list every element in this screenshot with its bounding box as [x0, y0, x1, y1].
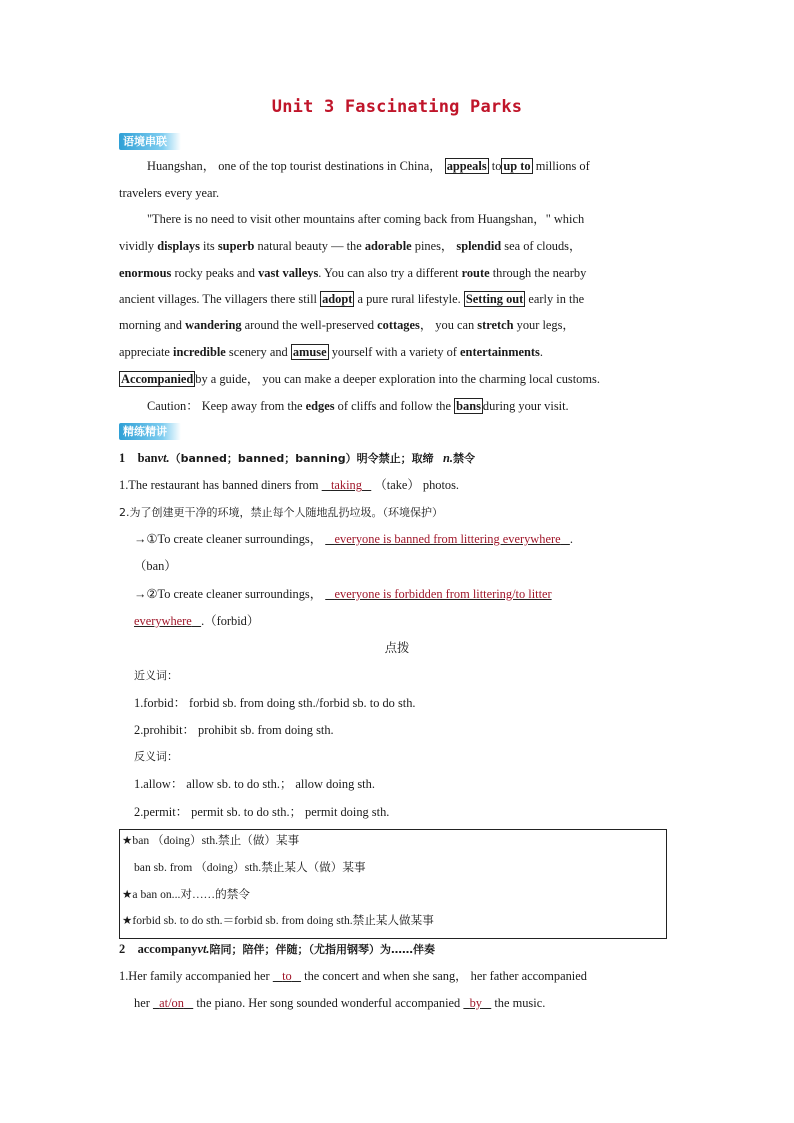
keyword: incredible	[173, 345, 226, 359]
answer: everywhere	[134, 614, 192, 628]
text: through the nearby	[492, 266, 587, 280]
text: during your visit.	[482, 399, 569, 413]
text: vividly	[119, 239, 155, 253]
text: of cliffs and follow the	[337, 399, 451, 413]
section-tag-context: 语境串联	[119, 133, 181, 150]
keyword-box: Setting out	[465, 292, 524, 306]
text: "There is no need to visit other mountains after coming back from Huangshan，" which	[147, 212, 585, 226]
item1-answer-2-cont	[134, 612, 259, 630]
text: ancient villages. The villagers there still	[119, 292, 317, 306]
antonym-1: 1.allow： allow sb. to do sth.； allow doing sth.	[134, 777, 375, 791]
part-of-speech: vt.	[157, 451, 170, 465]
meaning: 陪同；陪伴；伴随；（尤指用钢琴）为……伴奏	[209, 943, 436, 956]
item-number: 2	[119, 942, 126, 956]
keyword: vast valleys	[258, 266, 319, 280]
item1-answer-1	[134, 530, 573, 548]
keyword: displays	[157, 239, 200, 253]
text: 1.Her family accompanied her	[119, 969, 270, 983]
headword: accompany	[137, 942, 198, 956]
text: pines，	[414, 239, 454, 253]
headword: ban	[137, 451, 158, 465]
answer: at/on	[159, 996, 184, 1010]
keyword-box: bans	[456, 399, 481, 413]
item1-answer-1-hint	[134, 557, 177, 575]
synonym-title: 近义词：	[134, 669, 178, 682]
text: .	[539, 345, 543, 359]
text: millions of	[535, 159, 590, 173]
text: the piano. Her song sounded wonderful accompanied	[196, 996, 461, 1010]
keyword: entertainments	[460, 345, 540, 359]
answer-blank	[463, 996, 491, 1010]
text: （ban）	[134, 559, 177, 573]
text: the music.	[494, 996, 546, 1010]
text: natural beauty — the	[257, 239, 362, 253]
synonym-2: 2.prohibit： prohibit sb. from doing sth.	[134, 723, 334, 737]
passage-line-7	[119, 316, 575, 334]
page-title: Unit 3 Fascinating Parks	[271, 97, 523, 117]
item2-question-1-cont	[134, 994, 545, 1012]
keyword: enormous	[119, 266, 172, 280]
keyword-box: up to	[503, 159, 531, 173]
item1-answer-2	[134, 585, 552, 603]
answer: by	[469, 996, 482, 1010]
part-of-speech: n.	[442, 451, 453, 465]
tip-title: 点拨	[384, 640, 410, 655]
text: appreciate	[119, 345, 170, 359]
keyword: route	[461, 266, 490, 280]
answer-blank	[325, 587, 551, 601]
answer-blank	[325, 532, 570, 546]
text: to	[491, 159, 502, 173]
answer: taking	[330, 478, 362, 492]
text: morning and	[119, 318, 182, 332]
text: →①To create cleaner surroundings，	[134, 532, 323, 546]
keyword: wandering	[185, 318, 242, 332]
text: .	[569, 532, 573, 546]
usage-line-4: ★forbid sb. to do sth.＝forbid sb. from doing sth.禁止某人做某事	[122, 914, 434, 927]
passage-line-4	[119, 237, 581, 255]
text: yourself with a variety of	[331, 345, 457, 359]
text: by a guide， you can make a deeper exploration into the charming local customs.	[195, 372, 600, 386]
section-tag-practice: 精练精讲	[119, 423, 181, 440]
word-forms: （banned；banned；banning）明令禁止；取缔	[169, 452, 434, 465]
item1-question-2	[119, 503, 443, 522]
item2-heading	[119, 940, 435, 959]
text: around the well-preserved	[244, 318, 375, 332]
text: scenery and	[228, 345, 288, 359]
answer-blank	[322, 478, 372, 492]
text: Caution： Keep away from the	[147, 399, 303, 413]
part-of-speech: vt.	[197, 942, 210, 956]
text: （take） photos.	[374, 478, 460, 492]
text: sea of clouds，	[504, 239, 582, 253]
item1-heading	[119, 449, 475, 468]
passage-line-5	[119, 264, 586, 282]
antonym-2: 2.permit： permit sb. to do sth.； permit doing sth.	[134, 805, 390, 819]
keyword-box: amuse	[292, 345, 327, 359]
answer-blank	[273, 969, 301, 983]
item1-question-1	[119, 476, 459, 494]
usage-line-3: ★a ban on...对……的禁令	[122, 888, 250, 901]
answer-blank	[134, 614, 201, 628]
text: rocky peaks and	[174, 266, 255, 280]
passage-line-9	[119, 370, 600, 388]
text: 1.The restaurant has banned diners from	[119, 478, 319, 492]
text: 2.为了创建更干净的环境，禁止每个人随地乱扔垃圾。（环境保护）	[119, 506, 443, 519]
text: its	[203, 239, 215, 253]
usage-line-1: ★ban （doing）sth.禁止（做）某事	[122, 834, 300, 847]
text: your legs，	[516, 318, 575, 332]
antonym-title: 反义词：	[134, 750, 178, 763]
meaning: 禁令	[452, 452, 475, 465]
usage-line-2: ban sb. from （doing）sth.禁止某人（做）某事	[134, 861, 366, 874]
item2-question-1	[119, 967, 587, 985]
keyword: superb	[217, 239, 255, 253]
keyword: stretch	[477, 318, 514, 332]
keyword-box: Accompanied	[121, 372, 194, 386]
text: a pure rural lifestyle.	[357, 292, 461, 306]
text: ， you can	[419, 318, 475, 332]
text: early in the	[528, 292, 585, 306]
answer: everyone is forbidden from littering/to litter	[334, 587, 552, 601]
keyword: cottages	[377, 318, 420, 332]
text: →②To create cleaner surroundings，	[134, 587, 323, 601]
passage-line-3	[147, 210, 584, 228]
answer-blank	[153, 996, 193, 1010]
text: travelers every year.	[119, 186, 220, 200]
answer: to	[282, 969, 292, 983]
text: . You can also try a different	[318, 266, 459, 280]
text: Huangshan， one of the top tourist destinations in China，	[147, 159, 442, 173]
keyword: adorable	[364, 239, 412, 253]
passage-line-2	[119, 184, 219, 202]
passage-line-6	[119, 290, 584, 308]
usage-box	[119, 829, 667, 939]
text: the concert and when she sang， her father accompanied	[304, 969, 587, 983]
passage-line-1	[147, 157, 590, 175]
passage-line-8	[119, 343, 543, 361]
text: her	[134, 996, 150, 1010]
synonym-1: 1.forbid： forbid sb. from doing sth./forbid sb. to do sth.	[134, 696, 416, 710]
keyword-box: adopt	[322, 292, 353, 306]
item-number: 1	[119, 451, 126, 465]
keyword-box: appeals	[446, 159, 487, 173]
text: .（forbid）	[201, 614, 260, 628]
keyword: splendid	[456, 239, 502, 253]
answer: everyone is banned from littering everywhere	[334, 532, 561, 546]
keyword: edges	[305, 399, 335, 413]
passage-line-10	[147, 397, 569, 415]
